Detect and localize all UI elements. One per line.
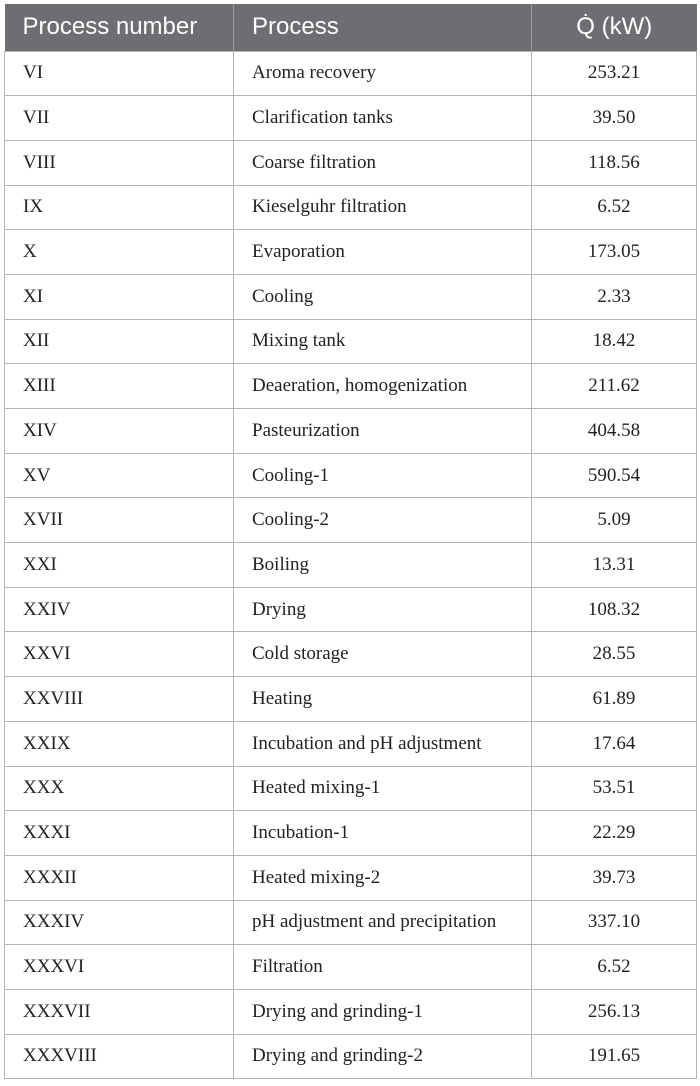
table-row <box>5 274 697 319</box>
cell-process-number: XXVI <box>5 632 234 677</box>
cell-process-number: XIV <box>5 409 234 454</box>
header-process-number: Process number <box>5 4 234 51</box>
cell-process: Pasteurization <box>234 409 532 454</box>
cell-process-number: XXVIII <box>5 677 234 722</box>
cell-process: Evaporation <box>234 230 532 275</box>
cell-process-number: XXXVIII <box>5 1034 234 1079</box>
table-row <box>5 409 697 454</box>
cell-process: Heated mixing-2 <box>234 855 532 900</box>
cell-process: Cooling-1 <box>234 453 532 498</box>
cell-heat-duty: 404.58 <box>532 409 697 454</box>
table-row <box>5 543 697 588</box>
cell-process-number: XV <box>5 453 234 498</box>
cell-heat-duty: 173.05 <box>532 230 697 275</box>
table-row <box>5 453 697 498</box>
cell-process: Kieselguhr filtration <box>234 185 532 230</box>
cell-process: Deaeration, homogenization <box>234 364 532 409</box>
table-row <box>5 766 697 811</box>
cell-process-number: XVII <box>5 498 234 543</box>
cell-heat-duty: 5.09 <box>532 498 697 543</box>
table-row <box>5 140 697 185</box>
cell-process-number: XXXII <box>5 855 234 900</box>
cell-heat-duty: 61.89 <box>532 677 697 722</box>
header-row <box>5 4 697 51</box>
process-table-container <box>4 4 696 1079</box>
cell-process-number: XXIV <box>5 587 234 632</box>
table-row <box>5 989 697 1034</box>
table-row <box>5 587 697 632</box>
cell-process: Heating <box>234 677 532 722</box>
table-row <box>5 51 697 96</box>
cell-process-number: XI <box>5 274 234 319</box>
table-row <box>5 1034 697 1079</box>
cell-process-number: XXIX <box>5 721 234 766</box>
cell-heat-duty: 28.55 <box>532 632 697 677</box>
table-body <box>5 51 697 1079</box>
cell-process-number: XII <box>5 319 234 364</box>
cell-process-number: XXXVII <box>5 989 234 1034</box>
table-row <box>5 230 697 275</box>
cell-heat-duty: 53.51 <box>532 766 697 811</box>
table-row <box>5 855 697 900</box>
cell-heat-duty: 13.31 <box>532 543 697 588</box>
table-row <box>5 498 697 543</box>
header-heat-duty: Q̇ (kW) <box>576 13 653 41</box>
cell-process-number: VI <box>5 51 234 96</box>
cell-heat-duty: 6.52 <box>532 185 697 230</box>
cell-heat-duty: 191.65 <box>532 1034 697 1079</box>
table-row <box>5 677 697 722</box>
table-row <box>5 632 697 677</box>
cell-heat-duty: 39.73 <box>532 855 697 900</box>
table-row <box>5 364 697 409</box>
cell-heat-duty: 108.32 <box>532 587 697 632</box>
cell-process-number: XIII <box>5 364 234 409</box>
cell-process: pH adjustment and precipitation <box>234 900 532 945</box>
cell-heat-duty: 118.56 <box>532 140 697 185</box>
cell-process: Incubation and pH adjustment <box>234 721 532 766</box>
cell-heat-duty: 6.52 <box>532 945 697 990</box>
cell-process: Drying <box>234 587 532 632</box>
cell-heat-duty: 256.13 <box>532 989 697 1034</box>
cell-process-number: VIII <box>5 140 234 185</box>
cell-process: Cold storage <box>234 632 532 677</box>
table-row <box>5 185 697 230</box>
cell-process: Heated mixing-1 <box>234 766 532 811</box>
cell-process-number: X <box>5 230 234 275</box>
cell-process: Coarse filtration <box>234 140 532 185</box>
cell-process-number: VII <box>5 96 234 141</box>
cell-process: Boiling <box>234 543 532 588</box>
process-heat-table <box>4 4 697 1079</box>
cell-process-number: XXX <box>5 766 234 811</box>
cell-process: Clarification tanks <box>234 96 532 141</box>
cell-heat-duty: 18.42 <box>532 319 697 364</box>
cell-process: Filtration <box>234 945 532 990</box>
cell-heat-duty: 253.21 <box>532 51 697 96</box>
cell-process-number: XXXIV <box>5 900 234 945</box>
cell-heat-duty: 2.33 <box>532 274 697 319</box>
cell-process-number: XXXVI <box>5 945 234 990</box>
cell-heat-duty: 337.10 <box>532 900 697 945</box>
table-row <box>5 945 697 990</box>
table-row <box>5 900 697 945</box>
cell-process: Drying and grinding-2 <box>234 1034 532 1079</box>
cell-process-number: XXI <box>5 543 234 588</box>
table-row <box>5 721 697 766</box>
header-process: Process <box>234 4 532 51</box>
table-row <box>5 811 697 856</box>
cell-process: Cooling <box>234 274 532 319</box>
cell-heat-duty: 211.62 <box>532 364 697 409</box>
cell-process-number: XXXI <box>5 811 234 856</box>
cell-heat-duty: 17.64 <box>532 721 697 766</box>
cell-process: Incubation-1 <box>234 811 532 856</box>
cell-heat-duty: 590.54 <box>532 453 697 498</box>
table-row <box>5 96 697 141</box>
table-header <box>5 4 697 51</box>
cell-process: Aroma recovery <box>234 51 532 96</box>
cell-heat-duty: 22.29 <box>532 811 697 856</box>
table-row <box>5 319 697 364</box>
cell-heat-duty: 39.50 <box>532 96 697 141</box>
cell-process-number: IX <box>5 185 234 230</box>
cell-process: Drying and grinding-1 <box>234 989 532 1034</box>
cell-process: Cooling-2 <box>234 498 532 543</box>
cell-process: Mixing tank <box>234 319 532 364</box>
